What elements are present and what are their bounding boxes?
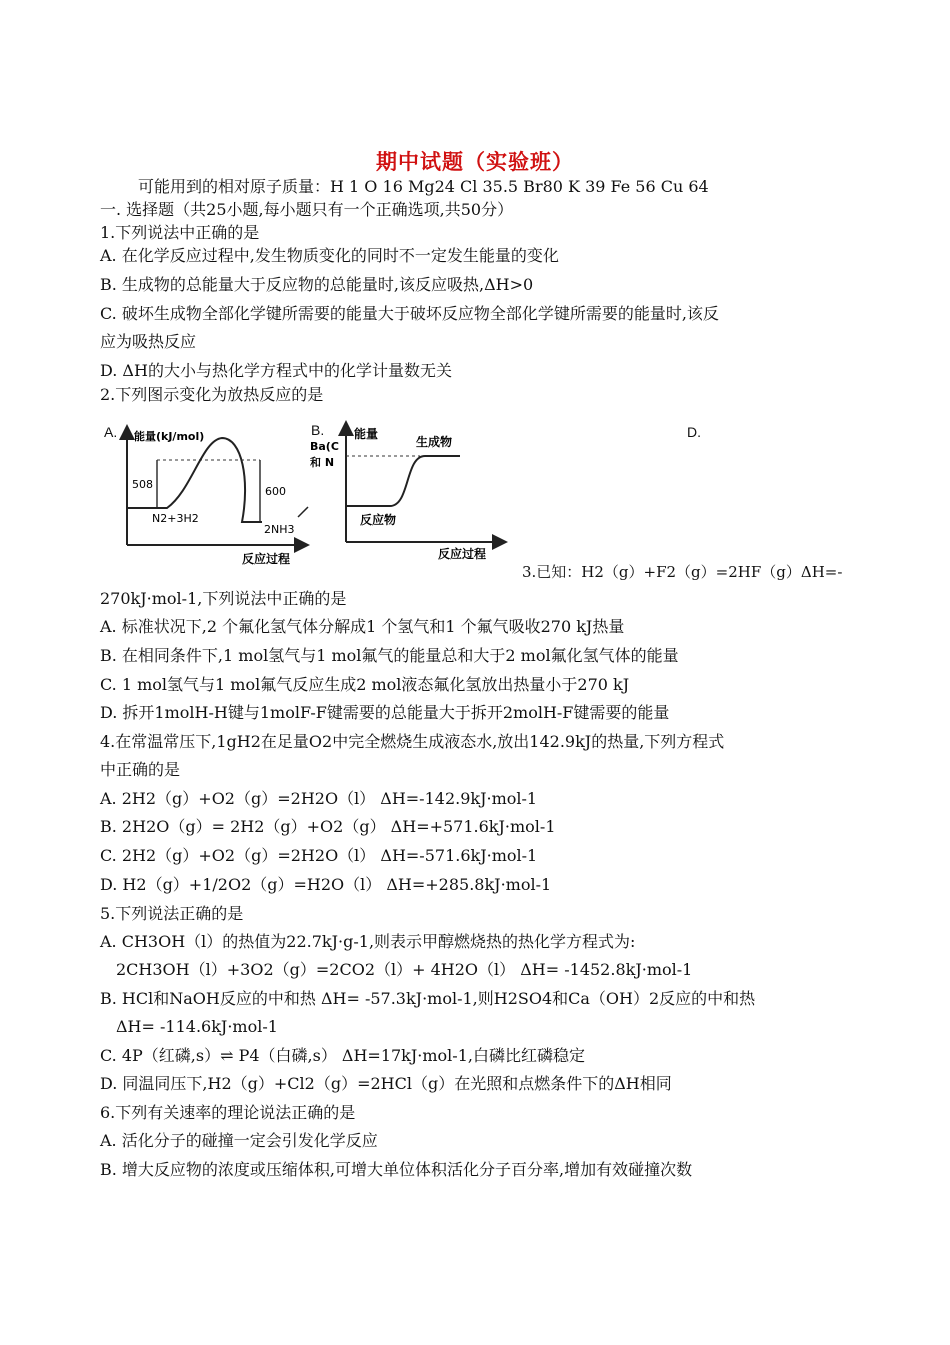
q2-label-a: A. bbox=[104, 424, 118, 440]
q2-stem: 2.下列图示变化为放热反应的是 bbox=[100, 385, 324, 404]
q3-stem-cont: 270kJ·mol-1,下列说法中正确的是 bbox=[100, 589, 347, 608]
q2-label-d: D. bbox=[687, 424, 701, 440]
q1-option-d: D. ΔH的大小与热化学方程式中的化学计量数无关 bbox=[100, 361, 452, 380]
slash-mark bbox=[296, 505, 310, 519]
label-600: 600 bbox=[265, 485, 286, 498]
q1-stem: 1.下列说法中正确的是 bbox=[100, 223, 260, 242]
q4-option-b: B. 2H2O（g）= 2H2（g）+O2（g） ΔH=+571.6kJ·mol-1 bbox=[100, 817, 556, 836]
q4-option-c: C. 2H2（g）+O2（g）=2H2O（l） ΔH=-571.6kJ·mol-1 bbox=[100, 846, 538, 865]
q5-option-a: A. CH3OH（l）的热值为22.7kJ·g-1,则表示甲醇燃烧热的热化学方程式为: bbox=[100, 932, 636, 951]
q3-option-c: C. 1 mol氢气与1 mol氟气反应生成2 mol液态氟化氢放出热量小于270 kJ bbox=[100, 675, 630, 694]
q4-stem-cont: 中正确的是 bbox=[100, 760, 181, 779]
q2-label-b: B. bbox=[311, 422, 325, 438]
q4-option-d: D. H2（g）+1/2O2（g）=H2O（l） ΔH=+285.8kJ·mol-1 bbox=[100, 875, 552, 894]
energy-diagram-a bbox=[112, 420, 312, 570]
reactant-label-a: N2+3H2 bbox=[152, 512, 199, 525]
q1-option-c-cont: 应为吸热反应 bbox=[100, 332, 197, 351]
q4-stem: 4.在常温常压下,1gH2在足量O2中完全燃烧生成液态水,放出142.9kJ的热量,下列方程式 bbox=[100, 732, 725, 751]
section-heading: 一. 选择题（共25小题,每小题只有一个正确选项,共50分） bbox=[100, 200, 514, 219]
x-axis-label-a: 反应过程 bbox=[242, 552, 291, 566]
q3-option-d: D. 拆开1molH-H键与1molF-F键需要的总能量大于拆开2molH-F键需要的能量 bbox=[100, 703, 670, 722]
cut-label-1: Ba(C bbox=[310, 440, 339, 453]
y-axis-label-b: 能量 bbox=[354, 427, 379, 441]
q1-option-c: C. 破坏生成物全部化学键所需要的能量大于破坏反应物全部化学键所需要的能量时,该反 bbox=[100, 304, 719, 323]
q1-option-a: A. 在化学反应过程中,发生物质变化的同时不一定发生能量的变化 bbox=[100, 246, 559, 265]
product-label-b: 生成物 bbox=[416, 435, 453, 449]
q5-option-d: D. 同温同压下,H2（g）+Cl2（g）=2HCl（g）在光照和点燃条件下的ΔH相同 bbox=[100, 1074, 672, 1093]
q6-stem: 6.下列有关速率的理论说法正确的是 bbox=[100, 1103, 356, 1122]
atomic-masses: 可能用到的相对原子质量：H 1 O 16 Mg24 Cl 35.5 Br80 K 39 Fe 56 Cu 64 bbox=[138, 177, 709, 196]
q5-option-b: B. HCl和NaOH反应的中和热 ΔH= -57.3kJ·mol-1,则H2SO4和Ca（OH）2反应的中和热 bbox=[100, 989, 756, 1008]
q5-option-b-cont: ΔH= -114.6kJ·mol-1 bbox=[116, 1017, 278, 1036]
cut-label-2: 和 N bbox=[310, 456, 335, 469]
q3-option-a: A. 标准状况下,2 个氟化氢气体分解成1 个氢气和1 个氟气吸收270 kJ热量 bbox=[100, 617, 625, 636]
page-title: 期中试题（实验班） bbox=[376, 149, 574, 174]
x-axis-label-b: 反应过程 bbox=[438, 547, 487, 561]
energy-curve-b bbox=[346, 456, 460, 506]
q6-option-b: B. 增大反应物的浓度或压缩体积,可增大单位体积活化分子百分率,增加有效碰撞次数 bbox=[100, 1160, 693, 1179]
q4-option-a: A. 2H2（g）+O2（g）=2H2O（l） ΔH=-142.9kJ·mol-1 bbox=[100, 789, 538, 808]
q5-stem: 5.下列说法正确的是 bbox=[100, 904, 244, 923]
q3-option-b: B. 在相同条件下,1 mol氢气与1 mol氟气的能量总和大于2 mol氟化氢气体的能量 bbox=[100, 646, 679, 665]
reactant-label-b: 反应物 bbox=[360, 513, 397, 527]
energy-diagram-b bbox=[310, 420, 510, 570]
product-label-a: 2NH3 bbox=[264, 523, 295, 536]
label-508: 508 bbox=[132, 478, 153, 491]
q5-option-a-equation: 2CH3OH（l）+3O2（g）=2CO2（l）+ 4H2O（l） ΔH= -1452.8kJ·mol-1 bbox=[116, 960, 693, 979]
y-axis-label-a: 能量(kJ/mol) bbox=[134, 430, 205, 443]
q5-option-c: C. 4P（红磷,s）⇌ P4（白磷,s） ΔH=17kJ·mol-1,白磷比红磷稳定 bbox=[100, 1046, 585, 1065]
q1-option-b: B. 生成物的总能量大于反应物的总能量时,该反应吸热,ΔH>0 bbox=[100, 275, 534, 294]
q3-stem: 3.已知：H2（g）+F2（g）=2HF（g）ΔH=- bbox=[522, 563, 843, 581]
q6-option-a: A. 活化分子的碰撞一定会引发化学反应 bbox=[100, 1131, 378, 1150]
